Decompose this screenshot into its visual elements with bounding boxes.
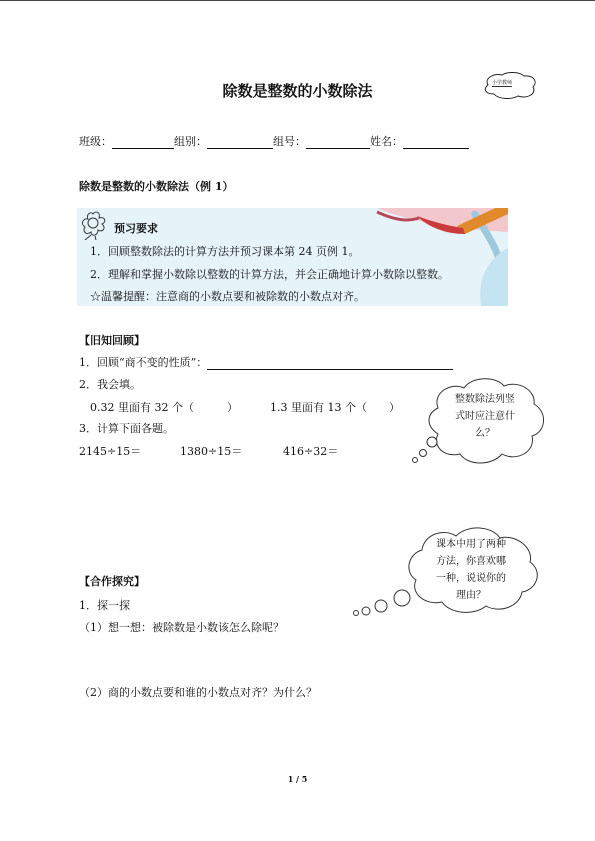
explore-heading: 【合作探究】 (79, 575, 145, 588)
group-number-label: 组号： (273, 135, 306, 148)
preview-heading: 预习要求 (114, 222, 158, 235)
review-q2b: 1.3 里面有 13 个（ ） (270, 401, 400, 414)
review-q1-answer-line[interactable] (207, 357, 453, 370)
review-q2: 2．我会填。 (79, 378, 141, 391)
review-heading: 【旧知回顾】 (79, 334, 145, 347)
explore-sub-1: （1）想一想：被除数是小数该怎么除呢？ (79, 621, 284, 634)
calc-item-1: 2145÷15＝ (79, 445, 142, 458)
thought-bubble-2-text: 课本中用了两种方法，你喜欢哪一种，说说你的理由？ (436, 539, 506, 601)
name-label: 姓名： (370, 135, 403, 148)
review-q2a: 0.32 里面有 32 个（ ） (90, 401, 238, 414)
calc-item-2: 1380÷15＝ (180, 445, 243, 458)
preview-tip: ☆温馨提醒：注意商的小数点要和被除数的小数点对齐。 (90, 290, 365, 303)
explore-sub-2: （2）商的小数点要和谁的小数点对齐？为什么？ (79, 686, 317, 699)
flower-icon (79, 210, 111, 240)
preview-item-1: 1．回顾整数除法的计算方法并预习课本第 24 页例 1。 (90, 245, 360, 258)
info-fields-row (79, 133, 469, 149)
group-label: 组别： (174, 135, 207, 148)
page-top-rule (0, 0, 595, 1)
stamp-logo (482, 70, 538, 100)
thought-bubble-2 (352, 526, 548, 616)
class-field[interactable] (112, 136, 174, 149)
thought-bubble-1-text: 整数除法列竖式时应注意什么？ (455, 394, 515, 439)
group-number-field[interactable] (306, 136, 370, 149)
preview-item-2: 2．理解和掌握小数除以整数的计算方法，并会正确地计算小数除以整数。 (90, 268, 449, 281)
calc-item-3: 416÷32＝ (283, 445, 339, 458)
section-title: 除数是整数的小数除法（例 1） (79, 180, 234, 193)
review-q1 (79, 354, 453, 370)
group-field[interactable] (207, 136, 273, 149)
preview-panel (77, 208, 508, 306)
name-field[interactable] (403, 136, 469, 149)
thought-bubble-1 (402, 374, 552, 468)
stamp-text: 小学教师 (492, 80, 513, 86)
review-q1-text: 1．回顾“商不变的性质”： (79, 356, 208, 369)
explore-item-1: 1．探一探 (79, 599, 130, 612)
review-q3: 3．计算下面各题。 (79, 422, 174, 435)
class-label: 班级： (79, 135, 112, 148)
page-number: 1 / 5 (287, 774, 308, 784)
page-title: 除数是整数的小数除法 (222, 82, 373, 100)
